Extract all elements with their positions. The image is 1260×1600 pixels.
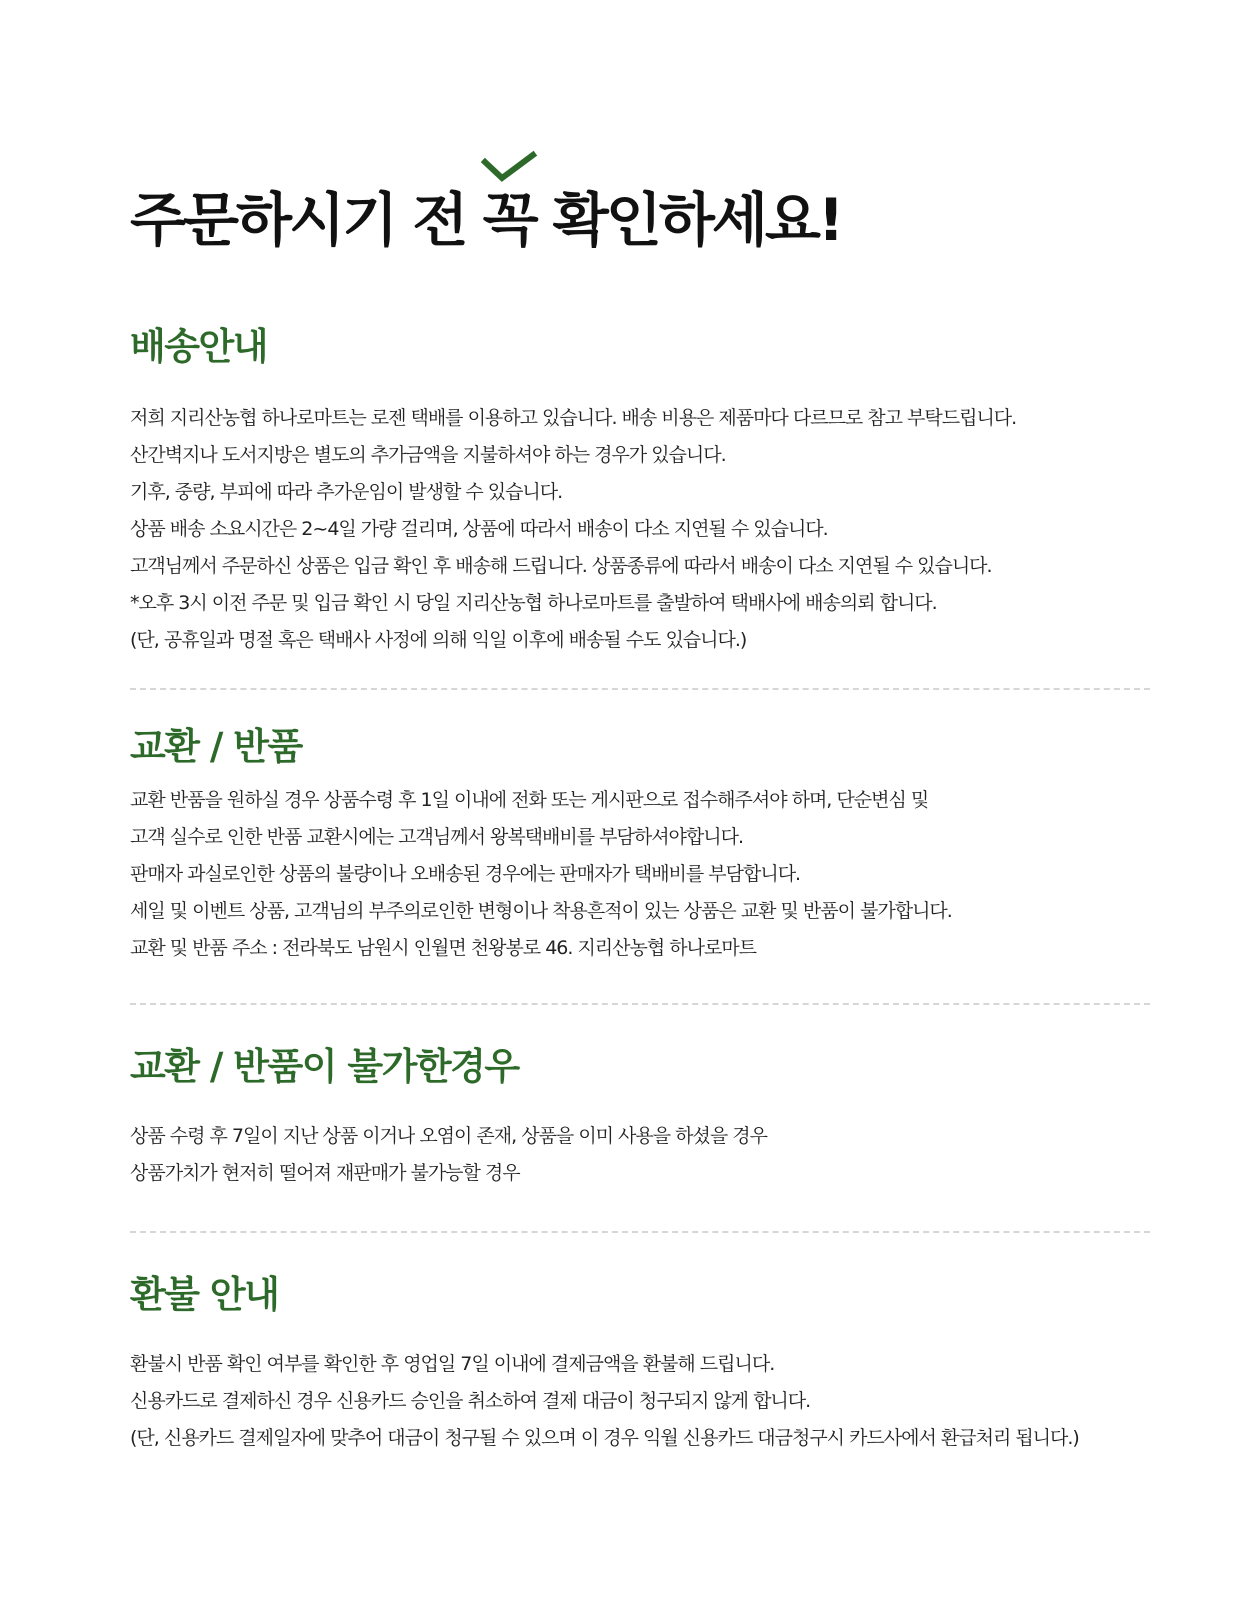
exchange-impossible-section xyxy=(130,1042,1160,1192)
section-divider xyxy=(130,688,1150,690)
exchange-return-section xyxy=(130,722,1160,967)
headline-after: 확인하세요! xyxy=(535,186,842,254)
headline-before: 주문하시기 전 xyxy=(130,186,483,254)
list-item: (단, 신용카드 결제일자에 맞추어 대금이 청구될 수 있으며 이 경우 익월 신용카드 대금청구시 카드사에서 환급처리 됩니다.) xyxy=(130,1427,1079,1449)
refund-info-section xyxy=(130,1270,1160,1457)
section-divider xyxy=(130,1003,1150,1005)
section-title: 교환 / 반품 xyxy=(130,725,302,768)
shipping-info-list xyxy=(130,400,1160,659)
list-item: 신용카드로 결제하신 경우 신용카드 승인을 취소하여 결제 대금이 청구되지 않게 합니다. xyxy=(130,1390,811,1412)
exchange-return-list xyxy=(130,782,1160,967)
list-item: 상품 수령 후 7일이 지난 상품 이거나 오염이 존재, 상품을 이미 사용을 하셨을 경우 xyxy=(130,1125,767,1147)
exchange-impossible-list xyxy=(130,1118,1160,1192)
list-item: 산간벽지나 도서지방은 별도의 추가금액을 지불하셔야 하는 경우가 있습니다. xyxy=(130,444,726,466)
list-item: 고객 실수로 인한 반품 교환시에는 고객님께서 왕복택배비를 부담하셔야합니다. xyxy=(130,826,743,848)
section-title: 환불 안내 xyxy=(130,1273,279,1316)
list-item: 상품 배송 소요시간은 2~4일 가량 걸리며, 상품에 따라서 배송이 다소 지연될 수 있습니다. xyxy=(130,518,828,540)
list-item: 기후, 중량, 부피에 따라 추가운임이 발생할 수 있습니다. xyxy=(130,481,563,503)
headline-emphasis: 꼭 xyxy=(482,186,536,254)
refund-info-list xyxy=(130,1346,1160,1457)
list-item: 환불시 반품 확인 여부를 확인한 후 영업일 7일 이내에 결제금액을 환불해 드립니다. xyxy=(130,1353,775,1375)
list-item: 상품가치가 현저히 떨어져 재판매가 불가능할 경우 xyxy=(130,1162,520,1184)
list-item: *오후 3시 이전 주문 및 입금 확인 시 당일 지리산농협 하나로마트를 출발하여 택배사에 배송의뢰 합니다. xyxy=(130,592,937,614)
list-item: 고객님께서 주문하신 상품은 입금 확인 후 배송해 드립니다. 상품종류에 따라서 배송이 다소 지연될 수 있습니다. xyxy=(130,555,992,577)
checkmark-icon xyxy=(480,150,538,184)
page-headline xyxy=(130,178,841,262)
list-item: 교환 반품을 원하실 경우 상품수령 후 1일 이내에 전화 또는 게시판으로 접수해주셔야 하며, 단순변심 및 xyxy=(130,789,929,811)
list-item: 판매자 과실로인한 상품의 불량이나 오배송된 경우에는 판매자가 택배비를 부담합니다. xyxy=(130,863,801,885)
section-title: 배송안내 xyxy=(130,325,267,368)
section-divider xyxy=(130,1231,1150,1233)
section-title: 교환 / 반품이 불가한경우 xyxy=(130,1045,519,1088)
list-item: (단, 공휴일과 명절 혹은 택배사 사정에 의해 익일 이후에 배송될 수도 있습니다.) xyxy=(130,629,747,651)
shipping-info-section xyxy=(130,322,1160,659)
headline-emphasis-wrap xyxy=(483,178,536,262)
list-item: 교환 및 반품 주소 : 전라북도 남원시 인월면 천왕봉로 46. 지리산농협 하나로마트 xyxy=(130,937,757,959)
list-item: 저희 지리산농협 하나로마트는 로젠 택배를 이용하고 있습니다. 배송 비용은 제품마다 다르므로 참고 부탁드립니다. xyxy=(130,407,1017,429)
list-item: 세일 및 이벤트 상품, 고객님의 부주의로인한 변형이나 착용흔적이 있는 상품은 교환 및 반품이 불가합니다. xyxy=(130,900,952,922)
